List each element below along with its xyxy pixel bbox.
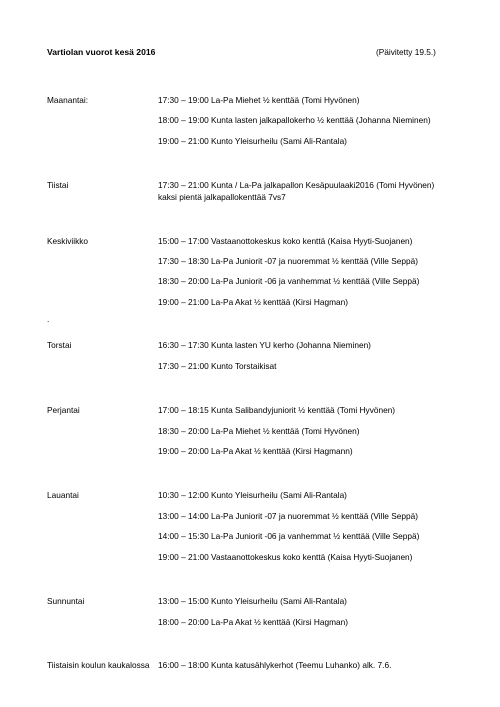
schedule-line: 17:30 – 18:30 La-Pa Juniorit -07 ja nuoremmat ½ kenttää (Ville Seppä) (158, 256, 418, 266)
schedule-line: 18:00 – 20:00 La-Pa Akat ½ kenttää (Kirsi Hagman) (158, 617, 349, 627)
schedule-line: 13:00 – 14:00 La-Pa Juniorit -07 ja nuoremmat ½ kenttää (Ville Seppä) (158, 511, 418, 521)
day-label-friday: Perjantai (47, 405, 80, 415)
day-label-tuesday: Tiistai (47, 180, 69, 190)
schedule-line: 19:00 – 21:00 La-Pa Akat ½ kenttää (Kirsi Hagman) (158, 297, 349, 307)
schedule-line: 18:30 – 20:00 La-Pa Miehet ½ kenttää (Tomi Hyvönen) (158, 426, 360, 436)
document-title: Vartiolan vuorot kesä 2016 (47, 47, 156, 57)
footer-label: Tiistaisin koulun kaukalossa (47, 660, 150, 670)
updated-date: (Päivitetty 19.5.) (376, 47, 436, 57)
schedule-line: 19:00 – 20:00 La-Pa Akat ½ kenttää (Kirsi Hagmann) (158, 446, 353, 456)
day-label-wednesday: Keskiviikko (47, 236, 89, 246)
schedule-line: kaksi pientä jalkapallokenttää 7vs7 (158, 192, 286, 202)
day-label-sunday: Sunnuntai (47, 596, 85, 606)
schedule-line: 18:00 – 19:00 Kunta lasten jalkapallokerho ½ kenttää (Johanna Nieminen) (158, 115, 431, 125)
schedule-line: 19:00 – 21:00 Vastaanottokeskus koko kenttä (Kaisa Hyyti-Suojanen) (158, 552, 413, 562)
schedule-line: 14:00 – 15:30 La-Pa Juniorit -06 ja vanhemmat ½ kenttää (Ville Seppä) (158, 531, 420, 541)
schedule-line: 10:30 – 12:00 Kunto Yleisurheilu (Sami Ali-Rantala) (158, 490, 347, 500)
schedule-line: 17:30 – 19:00 La-Pa Miehet ½ kenttää (Tomi Hyvönen) (158, 95, 360, 105)
schedule-line: 15:00 – 17:00 Vastaanottokeskus koko kenttä (Kaisa Hyyti-Suojanen) (158, 236, 413, 246)
day-label-monday: Maanantai: (47, 95, 89, 105)
schedule-line: 19:00 – 21:00 Kunto Yleisurheilu (Sami Ali-Rantala) (158, 136, 347, 146)
footer-text: 16:00 – 18:00 Kunta katusählykerhot (Teemu Luhanko) alk. 7.6. (158, 660, 392, 670)
day-label-thursday: Torstai (47, 340, 72, 350)
schedule-line: 18:30 – 20:00 La-Pa Juniorit -06 ja vanhemmat ½ kenttää (Ville Seppä) (158, 276, 420, 286)
day-label-saturday: Lauantai (47, 490, 79, 500)
schedule-line: 17:30 – 21:00 Kunto Torstaikisat (158, 361, 277, 371)
schedule-line: 17:00 – 18:15 Kunta Salibandyjuniorit ½ kenttää (Tomi Hyvönen) (158, 405, 396, 415)
schedule-line: 13:00 – 15:00 Kunto Yleisurheilu (Sami Ali-Rantala) (158, 596, 347, 606)
schedule-line: 17:30 – 21:00 Kunta / La-Pa jalkapallon Kesäpuulaaki2016 (Tomi Hyvönen) (158, 180, 435, 190)
schedule-line: 16:30 – 17:30 Kunta lasten YU kerho (Johanna Nieminen) (158, 340, 371, 350)
stray-mark: . (47, 314, 50, 324)
